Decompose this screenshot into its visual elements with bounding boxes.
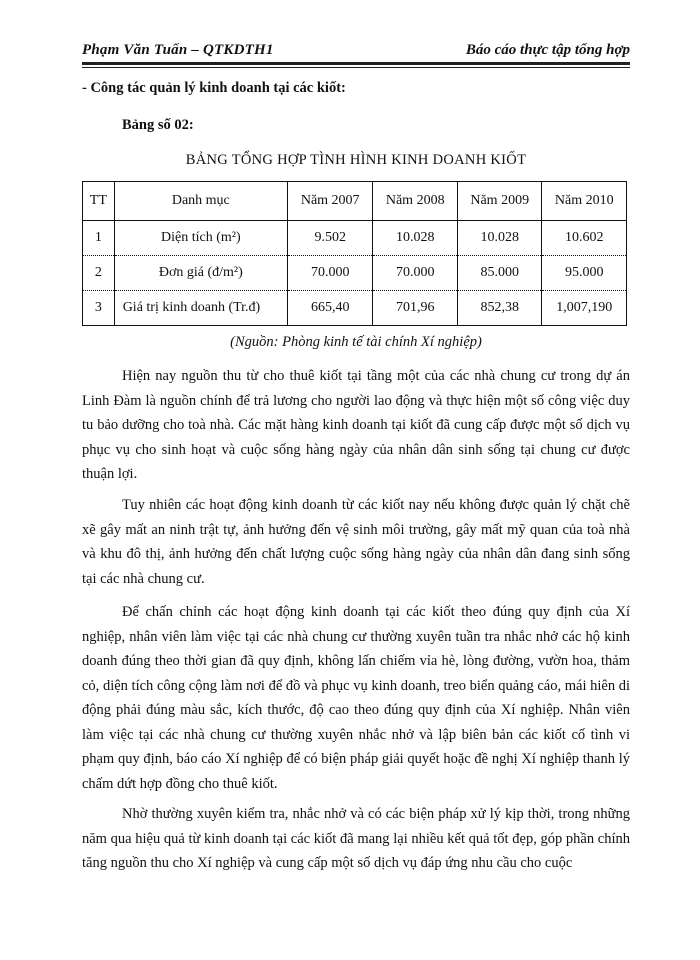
table-source-note: (Nguồn: Phòng kinh tế tài chính Xí nghiệp) bbox=[230, 334, 482, 350]
cell-2007: 665,40 bbox=[287, 291, 373, 326]
cell-2010: 95.000 bbox=[542, 256, 627, 291]
table-label: Bảng số 02: bbox=[122, 117, 194, 133]
paragraph: Tuy nhiên các hoạt động kinh doanh từ các kiốt nay nếu không được quản lý chặt chẽ xẽ gây mất an ninh trật tự, ảnh hưởng đến vệ sinh môi trường, gây mất mỹ quan của toà nhà và khu đô thị, ảnh hưởng đến chất lượng cuộc sống hàng ngày của nhân dân đang sinh sống tại các nhà chung cư. bbox=[82, 497, 630, 587]
table-row bbox=[83, 256, 627, 291]
cell-2007: 70.000 bbox=[287, 256, 373, 291]
kiosk-business-table bbox=[82, 181, 627, 326]
cell-2010: 10.602 bbox=[542, 221, 627, 256]
paragraph: Để chấn chỉnh các hoạt động kinh doanh tại các kiốt theo đúng quy định của Xí nghiệp, nhân viên làm việc tại các nhà chung cư thường xuyên tuần tra nhắc nhở các hộ kinh doanh đúng theo thời gian đã quy định, không lấn chiếm vỉa hè, lòng đường, vườn hoa, thảm cỏ, diện tích công cộng làm nơi để đồ và phục vụ kinh doanh, treo biển quảng cáo, mái hiên di động phải đúng màu sắc, kích thước, độ cao theo đúng quy định của Xí nghiệp. Nhân viên làm việc tại các nhà chung cư thường xuyên nhắc nhở và lập biên bản các kiốt cố tình vi phạm quy định, báo cáo Xí nghiệp để có biện pháp giải quyết hoặc đề nghị Xí nghiệp thanh lý chấm dứt hợp đồng cho thuê kiốt. bbox=[82, 604, 630, 792]
table-header-row bbox=[83, 182, 627, 221]
report-title-header: Báo cáo thực tập tổng hợp bbox=[465, 42, 630, 58]
cell-item: Đơn giá (đ/m²) bbox=[114, 256, 287, 291]
cell-2007: 9.502 bbox=[287, 221, 373, 256]
header-rule bbox=[82, 62, 630, 65]
col-header-2010: Năm 2010 bbox=[542, 182, 627, 221]
cell-tt: 3 bbox=[83, 291, 115, 326]
cell-item: Diện tích (m²) bbox=[114, 221, 287, 256]
cell-2010: 1,007,190 bbox=[542, 291, 627, 326]
table-title: BẢNG TỔNG HỢP TÌNH HÌNH KINH DOANH KIỐT bbox=[185, 152, 527, 168]
col-header-tt: TT bbox=[83, 182, 115, 221]
cell-item: Giá trị kinh doanh (Tr.đ) bbox=[114, 291, 287, 326]
col-header-2007: Năm 2007 bbox=[287, 182, 373, 221]
header-rule-thin bbox=[82, 67, 630, 68]
section-heading: - Công tác quản lý kinh doanh tại các kiốt: bbox=[82, 80, 346, 96]
table-row bbox=[83, 291, 627, 326]
paragraph: Nhờ thường xuyên kiểm tra, nhắc nhở và có các biện pháp xử lý kịp thời, trong những năm qua hiệu quả từ kinh doanh tại các kiốt đã mang lại nhiều kết quả tốt đẹp, góp phần chính tăng nguồn thu cho Xí nghiệp và cung cấp một số dịch vụ đáp ứng nhu cầu cho cuộc bbox=[82, 806, 630, 871]
cell-tt: 1 bbox=[83, 221, 115, 256]
cell-tt: 2 bbox=[83, 256, 115, 291]
col-header-item: Danh mục bbox=[114, 182, 287, 221]
cell-2009: 10.028 bbox=[457, 221, 542, 256]
col-header-2008: Năm 2008 bbox=[373, 182, 458, 221]
cell-2009: 85.000 bbox=[457, 256, 542, 291]
cell-2009: 852,38 bbox=[457, 291, 542, 326]
paragraph: Hiện nay nguồn thu từ cho thuê kiốt tại tầng một của các nhà chung cư trong dự án Linh Đàm là nguồn chính để trả lương cho người lao động và thực hiện một số công việc duy tu bảo dưỡng cho toà nhà. Các mặt hàng kinh doanh tại kiốt đã cung cấp được một số dịch vụ phục vụ cho sinh hoạt và cuộc sống hàng ngày của nhân dân sinh sống tại chung cư được thuận lợi. bbox=[82, 368, 630, 482]
page-header bbox=[82, 38, 630, 64]
cell-2008: 10.028 bbox=[373, 221, 458, 256]
col-header-2009: Năm 2009 bbox=[457, 182, 542, 221]
cell-2008: 701,96 bbox=[373, 291, 458, 326]
author-header: Phạm Văn Tuấn – QTKDTH1 bbox=[82, 42, 274, 58]
cell-2008: 70.000 bbox=[373, 256, 458, 291]
table-row bbox=[83, 221, 627, 256]
